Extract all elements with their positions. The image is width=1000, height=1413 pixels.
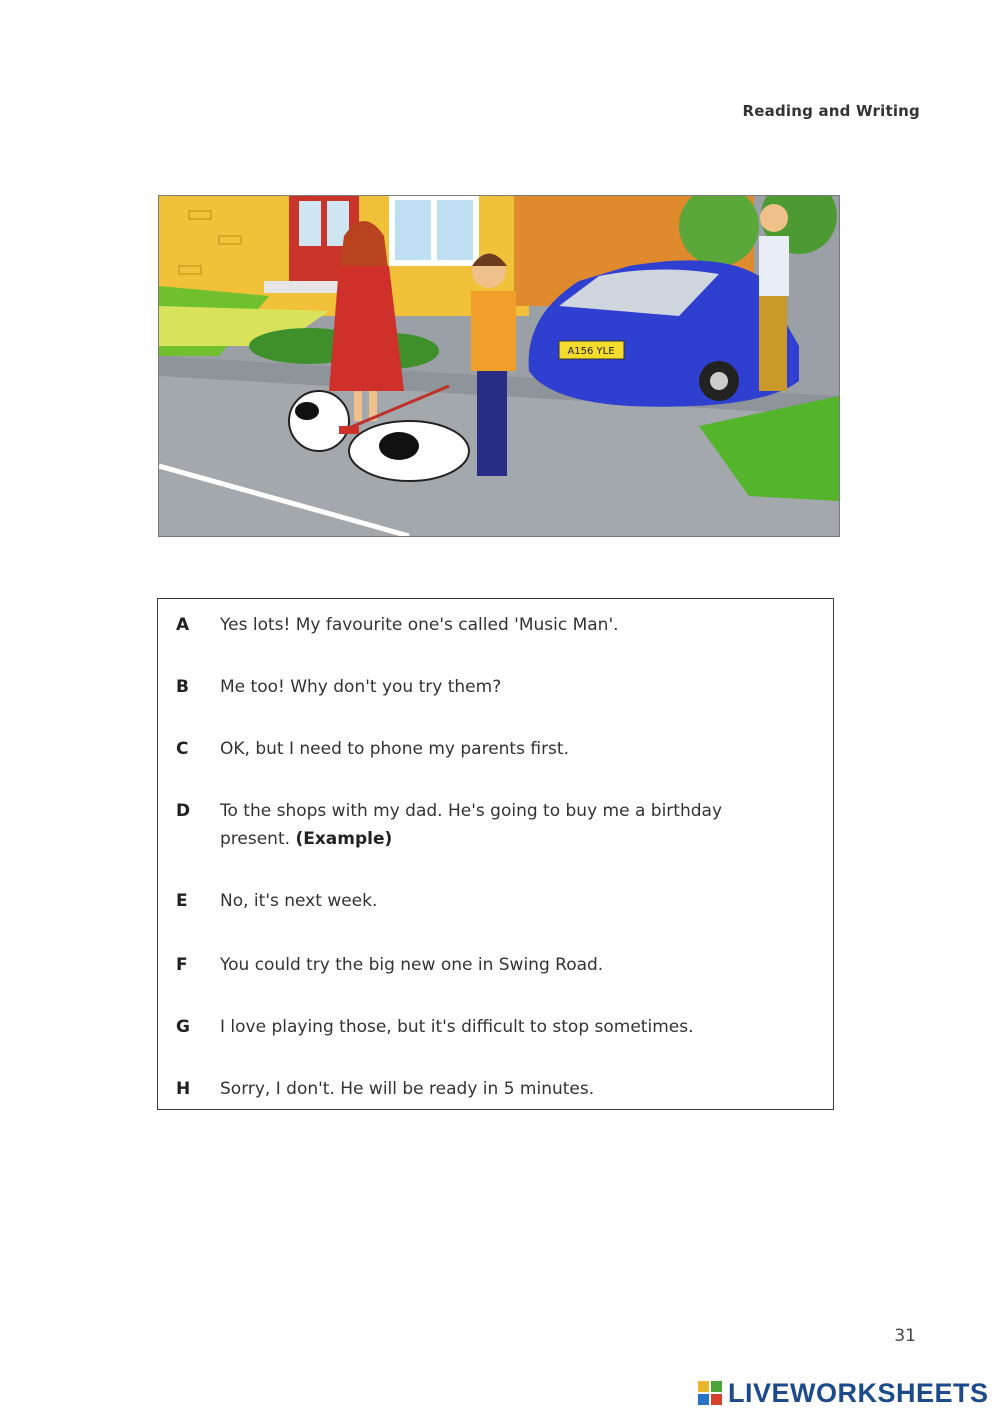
illustration-street-scene: [158, 195, 840, 537]
liveworksheets-icon: [698, 1381, 724, 1407]
option-text: Sorry, I don't. He will be ready in 5 minutes.: [220, 1079, 595, 1099]
page-number: 31: [894, 1326, 916, 1346]
option-text: I love playing those, but it's difficult to stop sometimes.: [220, 1017, 694, 1037]
option-text-d: [220, 797, 773, 853]
option-letter: H: [176, 1079, 191, 1099]
car-plate: A156 YLE: [567, 346, 615, 357]
option-text: No, it's next week.: [220, 891, 378, 911]
option-letter: D: [176, 801, 191, 821]
option-text: To the shops with my dad. He's going to buy me a birthday present.: [220, 801, 723, 849]
option-letter: G: [176, 1017, 190, 1037]
option-text: OK, but I need to phone my parents first.: [220, 739, 569, 759]
option-text: Yes lots! My favourite one's called 'Music Man'.: [220, 615, 619, 635]
option-text: You could try the big new one in Swing Road.: [220, 955, 604, 975]
section-header: Reading and Writing: [742, 102, 920, 120]
example-note: (Example): [295, 829, 393, 849]
option-letter: E: [176, 891, 188, 911]
option-letter: F: [176, 955, 188, 975]
option-letter: B: [176, 677, 189, 697]
liveworksheets-logo: [698, 1378, 989, 1409]
option-letter: A: [176, 615, 190, 635]
option-letter: C: [176, 739, 189, 759]
option-text: Me too! Why don't you try them?: [220, 677, 502, 697]
answer-options-box: [157, 598, 834, 1110]
brand-name: LIVEWORKSHEETS: [728, 1378, 989, 1408]
